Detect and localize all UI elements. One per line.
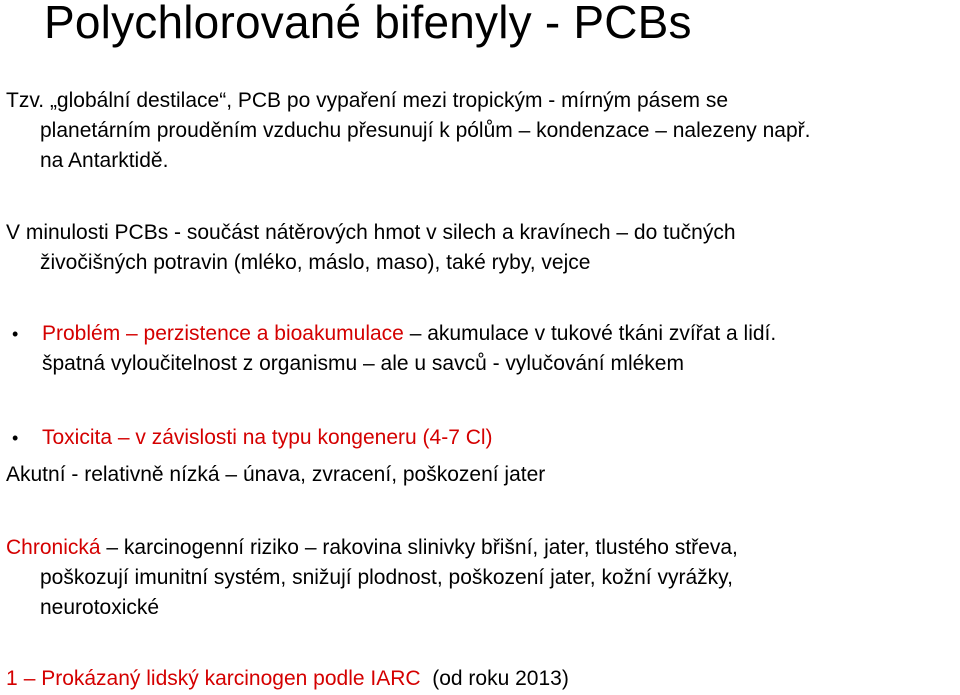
bullet-toxicity bbox=[6, 423, 493, 453]
bullet-problem bbox=[6, 319, 776, 379]
paragraph-line: V minulosti PCBs - součást nátěrových hmot v silech a kravínech – do tučných bbox=[6, 221, 736, 244]
iarc-highlight: – Prokázaný lidský karcinogen podle IARC bbox=[23, 667, 421, 690]
paragraph-global-distillation bbox=[6, 86, 810, 176]
problem-rest: – akumulace v tukové tkáni zvířat a lidí. bbox=[403, 322, 777, 345]
chronic-line bbox=[6, 533, 738, 563]
bullet-dot: • bbox=[12, 428, 19, 448]
paragraph-line: na Antarktidě. bbox=[40, 149, 169, 172]
iarc-line bbox=[6, 664, 569, 694]
chronic-line: poškozují imunitní systém, snižují plodnost, poškození jater, kožní vyrážky, bbox=[40, 566, 733, 589]
bullet-dot: • bbox=[12, 324, 19, 344]
iarc-year: (od roku 2013) bbox=[432, 667, 569, 690]
paragraph-acute bbox=[6, 460, 545, 490]
paragraph-line: planetárním prouděním vzduchu přesunují k pólům – kondenzace – nalezeny např. bbox=[40, 119, 811, 142]
chronic-rest: – karcinogenní riziko – rakovina slinivky břišní, jater, tlustého střeva, bbox=[100, 536, 738, 559]
paragraph-iarc bbox=[6, 664, 569, 694]
bullet-line bbox=[42, 319, 776, 349]
chronic-highlight: Chronická bbox=[6, 536, 101, 559]
slide-title: Polychlorované bifenyly - PCBs bbox=[44, 0, 692, 48]
paragraph-line: živočišných potravin (mléko, máslo, maso), také ryby, vejce bbox=[40, 251, 591, 274]
problem-highlight: Problém – perzistence a bioakumulace bbox=[42, 322, 404, 345]
bullet-line: špatná vyloučitelnost z organismu – ale u savců - vylučování mlékem bbox=[42, 352, 684, 375]
chronic-line: neurotoxické bbox=[40, 596, 160, 619]
toxicity-highlight: Toxicita – v závislosti na typu kongeneru (4-7 Cl) bbox=[42, 426, 493, 449]
paragraph-chronic bbox=[6, 533, 738, 623]
acute-line: Akutní - relativně nízká – únava, zvracení, poškození jater bbox=[6, 463, 546, 486]
iarc-number: 1 bbox=[6, 667, 18, 690]
paragraph-history bbox=[6, 218, 736, 278]
paragraph-line: Tzv. „globální destilace“, PCB po vypaření mezi tropickým - mírným pásem se bbox=[6, 89, 729, 112]
